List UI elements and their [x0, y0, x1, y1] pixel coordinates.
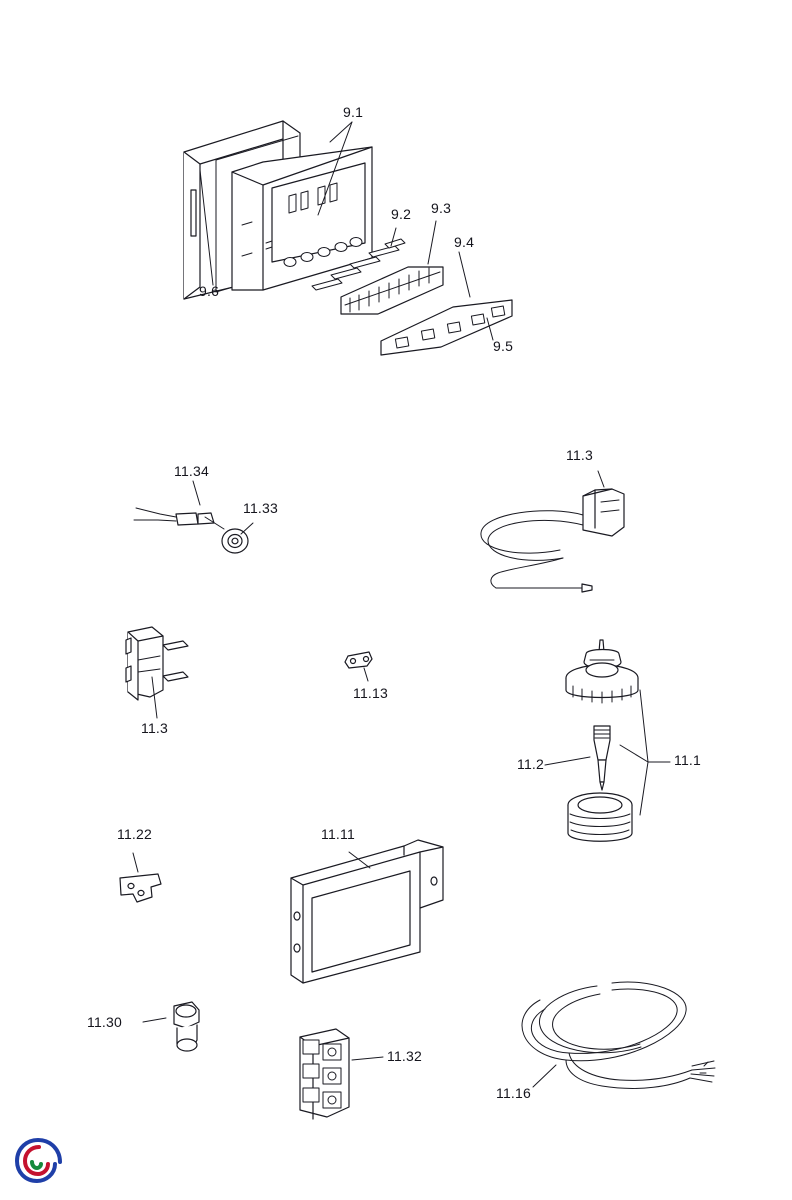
spiral-logo	[12, 1134, 66, 1188]
part-label-11-33: 11.33	[243, 500, 278, 516]
part-label-11-2: 11.2	[517, 756, 545, 772]
part-label-11-30: 11.30	[87, 1014, 122, 1030]
part-label-9-6: 9.6	[199, 283, 220, 299]
part-label-9-5: 9.5	[493, 338, 514, 354]
part-label-11-22: 11.22	[117, 826, 152, 842]
part-label-11-32: 11.32	[387, 1048, 422, 1064]
part-label-11-13: 11.13	[353, 685, 388, 701]
part-label-9-4: 9.4	[454, 234, 475, 250]
part-label-11-3-right: 11.3	[566, 447, 594, 463]
part-label-11-11: 11.11	[321, 826, 355, 842]
part-label-11-1: 11.1	[674, 752, 702, 768]
part-label-9-1: 9.1	[343, 104, 364, 120]
part-label-11-34: 11.34	[174, 463, 209, 479]
part-label-11-16: 11.16	[496, 1085, 531, 1101]
part-label-9-2: 9.2	[391, 206, 412, 222]
part-label-11-3-left: 11.3	[141, 720, 169, 736]
part-label-9-3: 9.3	[431, 200, 452, 216]
